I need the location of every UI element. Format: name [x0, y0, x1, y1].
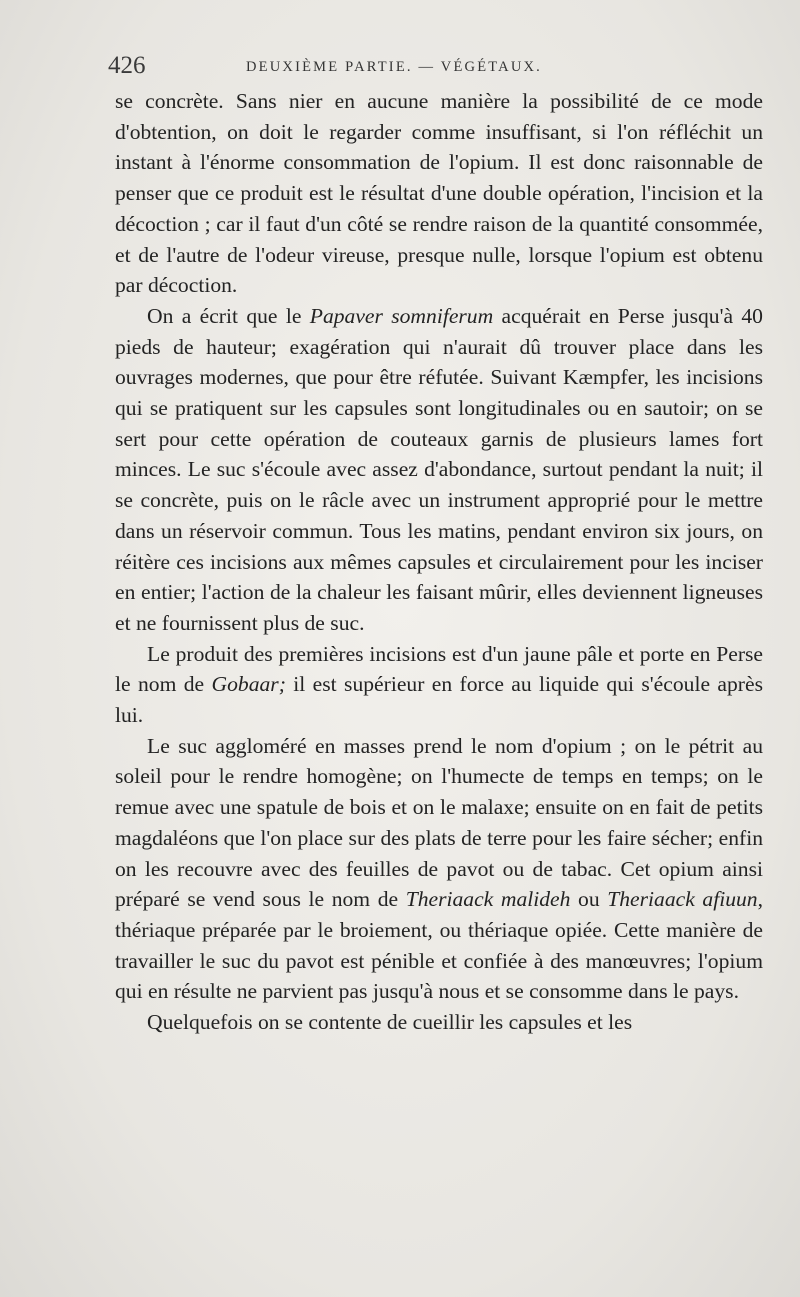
paragraph	[115, 1007, 763, 1038]
text-run: Le produit des premières incisions est d'un jaune pâle et porte en Perse le nom de	[115, 641, 763, 697]
text-run: ou	[570, 887, 608, 912]
text-run: il est supérieur en force au liquide qui s'écoule après lui.	[115, 672, 763, 728]
text-run: , thériaque préparée par le broiement, ou thériaque opiée. Cette manière de travailler le suc du pavot est pénible et confiée à des manœuvres; l'opium qui en résulte ne parvient pas jusqu'à nous et se consomme dans le pays.	[115, 887, 763, 1004]
text-run: Quelquefois on se contente de cueillir les capsules et les	[147, 1010, 633, 1035]
page-number: 426	[108, 52, 146, 79]
paragraph	[115, 301, 763, 639]
italic-term: Gobaar;	[211, 672, 286, 697]
italic-term: Papaver somniferum	[309, 303, 494, 328]
text-run: se concrète. Sans nier en aucune manière la possibilité de ce mode d'obtention, on doit le regarder comme insuffisant, si l'on réfléchit un instant à l'énorme consommation de l'opium. Il est donc raisonnable de penser que ce produit est le résultat d'une double opération, l'incision et la décoction ; car il faut d'un côté se rendre raison de la quantité consommée, et de l'autre de l'odeur vireuse, presque nulle, lorsque l'opium est obtenu par décoction.	[115, 89, 763, 298]
body-text	[115, 86, 763, 1038]
page-header	[108, 52, 768, 82]
paragraph	[115, 731, 763, 1007]
text-run: On a écrit que le	[147, 303, 310, 328]
running-head: DEUXIÈME PARTIE. — VÉGÉTAUX.	[246, 59, 542, 75]
text-run: acquérait en Perse jusqu'à 40 pieds de hauteur; exagération qui n'aurait dû trouver place dans les ouvrages modernes, que pour être réfutée. Suivant Kæmpfer, les incisions qui se pratiquent sur les capsules sont longitudinales ou en sautoir; on se sert pour cette opération de couteaux garnis de plusieurs lames fort minces. Le suc s'écoule avec assez d'abondance, surtout pendant la nuit; il se concrète, puis on le râcle avec un instrument approprié pour le mettre dans un réservoir commun. Tous les matins, pendant environ six jours, on réitère ces incisions aux mêmes capsules et circulairement pour les inciser en entier; l'action de la chaleur les faisant mûrir, elles deviennent ligneuses et ne fournissent plus de suc.	[115, 303, 763, 635]
italic-term: Theriaack malideh	[405, 887, 571, 912]
paragraph	[115, 86, 763, 301]
text-run: Le suc aggloméré en masses prend le nom d'opium ; on le pétrit au soleil pour le rendre homogène; on l'humecte de temps en temps; on le remue avec une spatule de bois et on le malaxe; ensuite on en fait de petits magdaléons que l'on place sur des plats de terre pour les faire sécher; enfin on les recouvre avec des feuilles de pavot ou de tabac. Cet opium ainsi préparé se vend sous le nom de	[115, 733, 763, 912]
italic-term: Theriaack afiuun	[607, 887, 758, 912]
paragraph	[115, 639, 763, 731]
